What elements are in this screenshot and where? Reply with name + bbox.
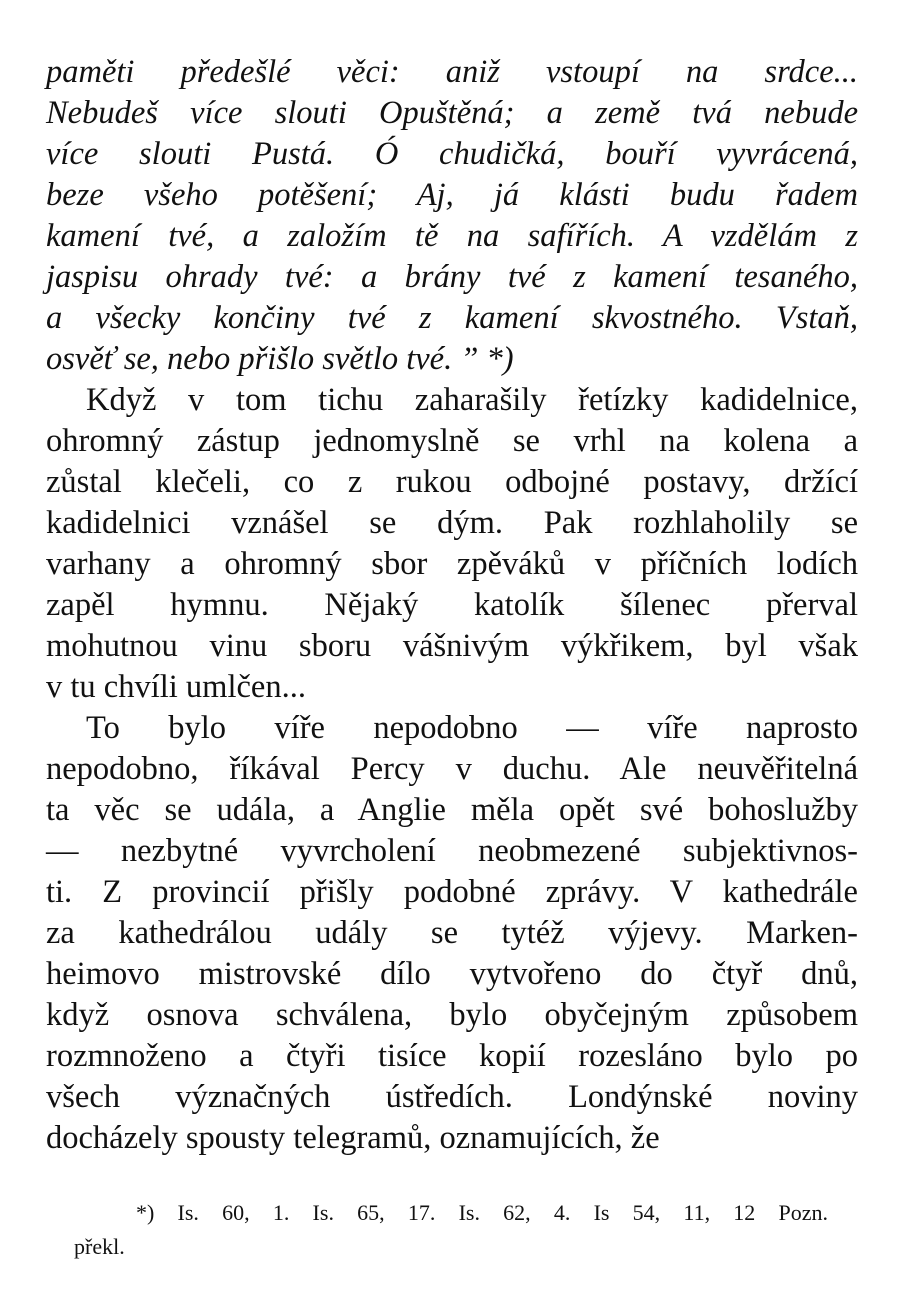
text-line: za kathedrálou udály se tytéž výjevy. Marken- [46, 915, 858, 951]
footnote-line: *) Is. 60, 1. Is. 65, 17. Is. 62, 4. Is 54, 11, 12 Pozn. [136, 1200, 828, 1225]
text-line: osvěť se, nebo přišlo světlo tvé. ” *) [46, 341, 514, 377]
footnote-line: překl. [74, 1234, 125, 1259]
text-line: beze všeho potěšení; Aj, já klásti budu řadem [46, 177, 858, 213]
text-line: ohromný zástup jednomyslně se vrhl na kolena a [46, 423, 858, 459]
text-line: kadidelnici vznášel se dým. Pak rozhlaholily se [46, 505, 858, 541]
text-line: mohutnou vinu sboru vášnivým výkřikem, byl však [46, 628, 858, 664]
text-line: paměti předešlé věci: aniž vstoupí na srdce... [46, 54, 858, 90]
text-line: zapěl hymnu. Nějaký katolík šílenec přerval [46, 587, 858, 623]
text-line: nepodobno, říkával Percy v duchu. Ale neuvěřitelná [46, 751, 858, 787]
text-line: — nezbytné vyvrcholení neobmezené subjektivnos- [46, 833, 858, 869]
text-line: v tu chvíli umlčen... [46, 669, 306, 705]
text-line: více slouti Pustá. Ó chudičká, bouří vyvrácená, [46, 136, 858, 172]
text-line: rozmnoženo a čtyři tisíce kopií rozesláno bylo po [46, 1038, 858, 1074]
text-line: To bylo víře nepodobno — víře naprosto [86, 710, 858, 746]
text-line: všech význačných ústředích. Londýnské noviny [46, 1079, 858, 1115]
text-line: zůstal klečeli, co z rukou odbojné postavy, držící [46, 464, 858, 500]
text-line: ti. Z provincií přišly podobné zprávy. V kathedrále [46, 874, 858, 910]
text-line: kamení tvé, a založím tě na safířích. A vzdělám z [46, 218, 858, 254]
text-line: docházely spousty telegramů, oznamujících, že [46, 1120, 660, 1156]
page-text [46, 52, 858, 1159]
text-line: heimovo mistrovské dílo vytvořeno do čtyř dnů, [46, 956, 858, 992]
text-line: Nebudeš více slouti Opuštěná; a země tvá nebude [46, 95, 858, 131]
text-line: a všecky končiny tvé z kamení skvostného. Vstaň, [46, 300, 858, 336]
text-line: Když v tom tichu zaharašily řetízky kadidelnice, [86, 382, 858, 418]
text-line: ta věc se udála, a Anglie měla opět své bohoslužby [46, 792, 858, 828]
text-line: když osnova schválena, bylo obyčejným způsobem [46, 997, 858, 1033]
text-line: jaspisu ohrady tvé: a brány tvé z kamení tesaného, [46, 259, 858, 295]
footnote [46, 1196, 858, 1264]
text-line: varhany a ohromný sbor zpěváků v příčních lodích [46, 546, 858, 582]
